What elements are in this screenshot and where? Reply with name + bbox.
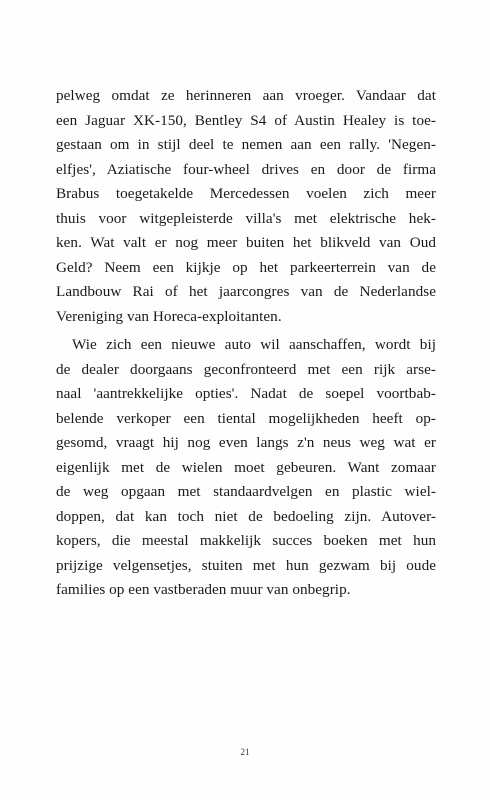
text-line: Vereniging van Horeca-exploitanten. xyxy=(56,307,282,325)
body-text xyxy=(56,84,436,603)
text-line: ken. Wat valt er nog meer buiten het blikveld van Oud xyxy=(56,234,436,251)
text-line: pelweg omdat ze herinneren aan vroeger. Vandaar dat xyxy=(56,87,436,104)
text-line: de weg opgaan met standaardvelgen en plastic wiel- xyxy=(56,483,436,500)
text-line: naal 'aantrekkelijke opties'. Nadat de soepel voortbab- xyxy=(56,385,436,402)
text-line: doppen, dat kan toch niet de bedoeling zijn. Autover- xyxy=(56,507,436,525)
text-line: een Jaguar XK-150, Bentley S4 of Austin Healey is toe- xyxy=(56,111,436,129)
text-line: de dealer doorgaans geconfronteerd met een rijk arse- xyxy=(56,360,436,378)
paragraph-1 xyxy=(56,84,436,329)
text-line: eigenlijk met de wielen moet gebeuren. Want zomaar xyxy=(56,458,436,476)
paragraph-2 xyxy=(56,333,436,603)
text-line: families op een vastberaden muur van onbegrip. xyxy=(56,581,351,598)
text-line: Landbouw Rai of het jaarcongres van de Nederlandse xyxy=(56,283,436,300)
page-number: 21 xyxy=(240,747,250,757)
text-line: Wie zich een nieuwe auto wil aanschaffen, wordt bij xyxy=(72,336,436,353)
text-line: kopers, die meestal makkelijk succes boeken met hun xyxy=(56,532,436,549)
text-line: gestaan om in stijl deel te nemen aan een rally. 'Negen- xyxy=(56,136,436,153)
text-line: thuis voor witgepleisterde villa's met elektrische hek- xyxy=(56,209,436,227)
text-line: Brabus toegetakelde Mercedessen voelen zich meer xyxy=(56,185,436,202)
text-line: Geld? Neem een kijkje op het parkeerterrein van de xyxy=(56,258,436,276)
text-line: prijzige velgensetjes, stuiten met hun gezwam bij oude xyxy=(56,556,436,574)
text-line: elfjes', Aziatische four-wheel drives en door de firma xyxy=(56,160,436,178)
text-line: belende verkoper een tiental mogelijkheden heeft op- xyxy=(56,409,436,427)
text-line: gesomd, vraagt hij nog even langs z'n neus weg wat er xyxy=(56,434,436,451)
